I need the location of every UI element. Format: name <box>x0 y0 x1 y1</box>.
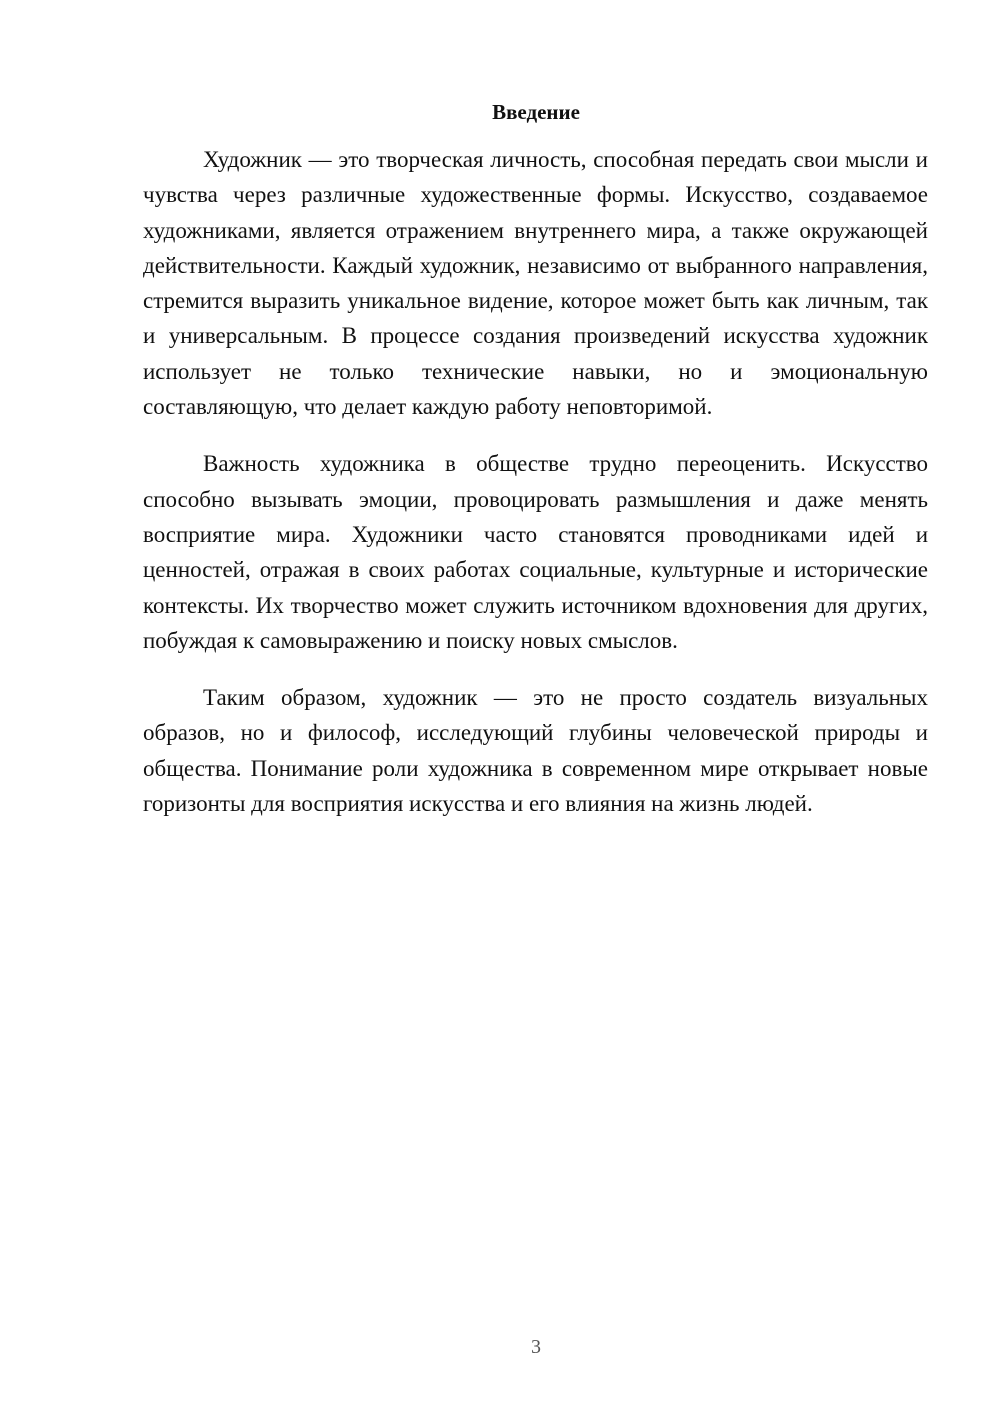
body-text <box>143 142 928 843</box>
section-heading: Введение <box>492 100 580 124</box>
paragraph-1: Художник — это творческая личность, способная передать свои мысли и чувства через различные художественные формы. Искусство, создаваемое художниками, является отражением внутреннего мира, а также окружающей действительности. Каждый художник, независимо от выбранного направления, стремится выразить уникальное видение, которое может быть как личным, так и универсальным. В процессе создания произведений искусства художник использует не только технические навыки, но и эмоциональную составляющую, что делает каждую работу неповторимой. <box>143 147 928 420</box>
page-number: 3 <box>531 1336 541 1358</box>
paragraph-3: Таким образом, художник — это не просто создатель визуальных образов, но и философ, исследующий глубины человеческой природы и общества. Понимание роли художника в современном мире открывает новые горизонты для восприятия искусства и его влияния на жизнь людей. <box>143 685 928 817</box>
paragraph-2: Важность художника в обществе трудно переоценить. Искусство способно вызывать эмоции, провоцировать размышления и даже менять восприятие мира. Художники часто становятся проводниками идей и ценностей, отражая в своих работах социальные, культурные и исторические контексты. Их творчество может служить источником вдохновения для других, побуждая к самовыражению и поиску новых смыслов. <box>143 451 928 653</box>
